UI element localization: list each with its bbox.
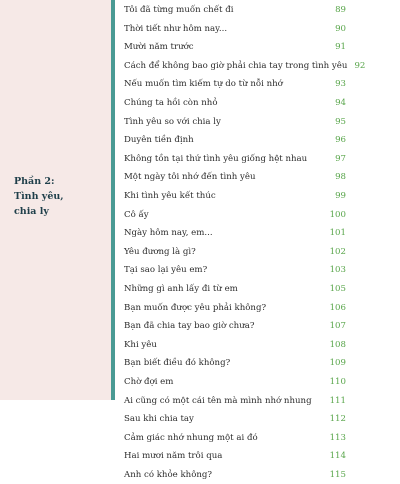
toc-entry-title: Hai mươi năm trôi qua bbox=[124, 451, 223, 462]
toc-entry[interactable] bbox=[124, 317, 346, 335]
toc-entry-page-number: 103 bbox=[329, 265, 346, 276]
toc-entry[interactable] bbox=[124, 280, 346, 298]
toc-entry-title: Chờ đợi em bbox=[124, 377, 174, 387]
toc-entry-page-number: 111 bbox=[329, 395, 346, 406]
toc-list bbox=[124, 0, 366, 480]
toc-entry[interactable] bbox=[124, 243, 346, 261]
toc-entry[interactable] bbox=[124, 466, 346, 484]
toc-entry-title: Tình yêu so với chia ly bbox=[124, 116, 221, 127]
toc-entry[interactable] bbox=[124, 299, 346, 317]
toc-entry[interactable] bbox=[124, 168, 346, 186]
toc-entry-page-number: 89 bbox=[335, 5, 346, 15]
toc-entry-title: Không tồn tại thứ tình yêu giống hệt nhau bbox=[124, 153, 308, 164]
toc-entry-page-number: 100 bbox=[329, 209, 346, 220]
toc-entry-page-number: 110 bbox=[329, 377, 346, 387]
toc-entry-page-number: 96 bbox=[335, 135, 346, 146]
toc-entry-page-number: 93 bbox=[335, 79, 346, 90]
toc-entry-title: Duyên tiền định bbox=[124, 135, 194, 146]
toc-entry-page-number: 90 bbox=[335, 23, 346, 34]
section-heading bbox=[14, 174, 109, 219]
toc-entry-page-number: 113 bbox=[329, 432, 346, 443]
toc-entry-title: Khi tình yêu kết thúc bbox=[124, 191, 216, 201]
toc-entry-page-number: 91 bbox=[335, 42, 346, 53]
toc-entry[interactable] bbox=[124, 373, 346, 391]
toc-entry-page-number: 95 bbox=[335, 116, 346, 127]
toc-entry[interactable] bbox=[124, 131, 346, 149]
toc-entry[interactable] bbox=[124, 206, 346, 224]
section-sidebar bbox=[0, 0, 111, 400]
toc-entry-title: Cảm giác nhớ nhung một ai đó bbox=[124, 432, 258, 443]
toc-entry[interactable] bbox=[124, 150, 346, 168]
toc-entry-page-number: 99 bbox=[335, 191, 346, 201]
toc-entry-page-number: 107 bbox=[329, 321, 346, 332]
toc-entry-page-number: 114 bbox=[329, 451, 346, 462]
toc-entry[interactable] bbox=[124, 410, 346, 428]
toc-entry-title: Bạn đã chia tay bao giờ chưa? bbox=[124, 321, 255, 332]
toc-entry-page-number: 112 bbox=[329, 414, 346, 425]
toc-entry[interactable] bbox=[124, 57, 366, 75]
toc-entry[interactable] bbox=[124, 20, 346, 38]
toc-entry-title: Anh có khỏe không? bbox=[124, 470, 213, 480]
toc-entry[interactable] bbox=[124, 224, 346, 242]
toc-entry-page-number: 101 bbox=[329, 228, 346, 239]
toc-entry-page-number: 106 bbox=[329, 302, 346, 313]
section-title-line-2: chia ly bbox=[14, 206, 49, 217]
toc-entry-page-number: 108 bbox=[329, 339, 346, 350]
toc-entry[interactable] bbox=[124, 336, 346, 354]
toc-entry[interactable] bbox=[124, 429, 346, 447]
toc-entry-title: Yêu đương là gì? bbox=[124, 246, 196, 257]
toc-entry-title: Nếu muốn tìm kiếm tự do từ nỗi nhớ bbox=[124, 79, 283, 90]
toc-entry[interactable] bbox=[124, 94, 346, 112]
toc-entry-page-number: 102 bbox=[329, 246, 346, 257]
toc-entry-title: Cách để không bao giờ phải chia tay trong tình yêu bbox=[124, 60, 348, 71]
toc-entry-title: Cô ấy bbox=[124, 209, 149, 220]
toc-entry-page-number: 115 bbox=[329, 470, 346, 480]
toc-entry[interactable] bbox=[124, 1, 346, 19]
toc-entry-page-number: 97 bbox=[335, 153, 346, 164]
toc-entry-title: Khi yêu bbox=[124, 339, 157, 350]
toc-entry[interactable] bbox=[124, 187, 346, 205]
toc-entry-title: Thời tiết như hôm nay... bbox=[124, 23, 228, 34]
toc-entry[interactable] bbox=[124, 392, 346, 410]
toc-entry[interactable] bbox=[124, 447, 346, 465]
toc-entry[interactable] bbox=[124, 75, 346, 93]
toc-entry-page-number: 105 bbox=[329, 284, 346, 294]
toc-entry-page-number: 92 bbox=[354, 60, 366, 71]
toc-entry-page-number: 98 bbox=[335, 172, 346, 183]
toc-entry[interactable] bbox=[124, 113, 346, 131]
toc-entry-page-number: 94 bbox=[335, 98, 346, 108]
vertical-divider bbox=[111, 0, 115, 400]
toc-entry-title: Ngày hôm nay, em... bbox=[124, 228, 213, 239]
toc-entry[interactable] bbox=[124, 38, 346, 56]
toc-entry-title: Một ngày tôi nhớ đến tình yêu bbox=[124, 172, 256, 183]
section-part-label: Phần 2: bbox=[14, 176, 55, 187]
toc-entry-title: Mười năm trước bbox=[124, 42, 194, 53]
toc-entry-title: Ai cũng có một cái tên mà mình nhớ nhung bbox=[124, 395, 312, 406]
toc-entry-title: Sau khi chia tay bbox=[124, 414, 194, 425]
toc-entry[interactable] bbox=[124, 261, 346, 279]
toc-entry-title: Bạn biết điều đó không? bbox=[124, 358, 231, 369]
toc-entry-title: Tôi đã từng muốn chết đi bbox=[124, 5, 234, 15]
toc-entry-page-number: 109 bbox=[329, 358, 346, 369]
toc-entry-title: Tại sao lại yêu em? bbox=[124, 265, 208, 276]
toc-entry-title: Chúng ta hồi còn nhỏ bbox=[124, 98, 218, 108]
section-title-line-1: Tình yêu, bbox=[14, 191, 64, 202]
toc-entry-title: Bạn muốn được yêu phải không? bbox=[124, 302, 267, 313]
toc-entry[interactable] bbox=[124, 354, 346, 372]
toc-entry-title: Những gì anh lấy đi từ em bbox=[124, 284, 238, 294]
